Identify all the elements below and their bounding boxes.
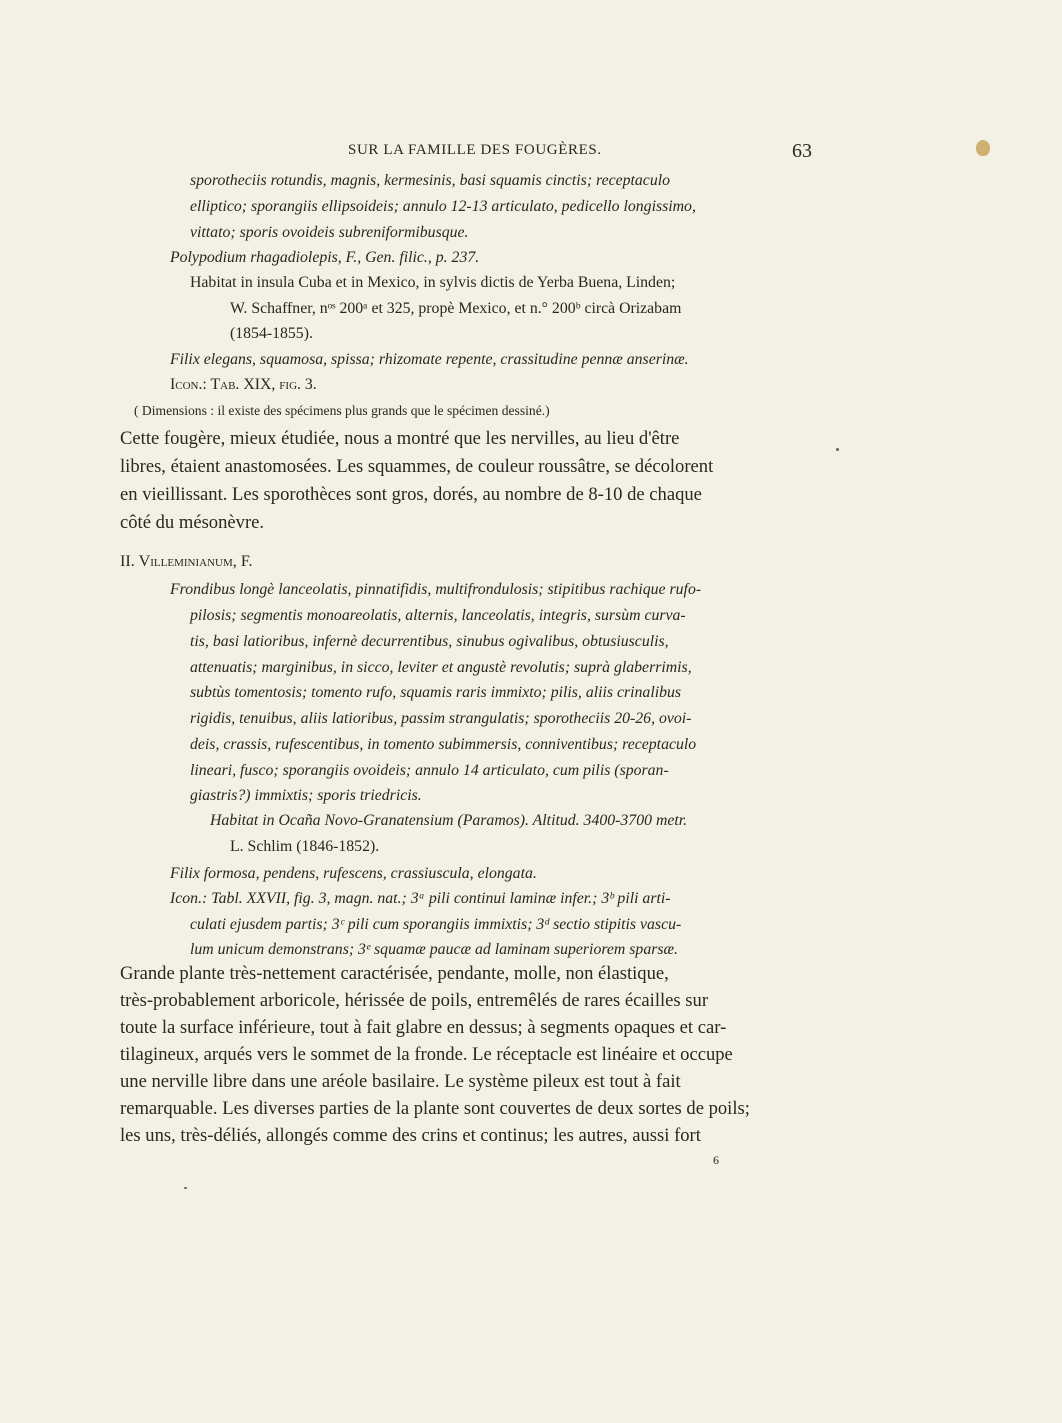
text-line: Icon.: Tab. XIX, fig. 3. <box>170 376 317 393</box>
text-line: rigidis, tenuibus, aliis latioribus, passim strangulatis; sporotheciis 20-26, ovoi- <box>190 710 692 727</box>
text-line: lum unicum demonstrans; 3ᵉ squamæ paucæ ad laminam superiorem sparsæ. <box>190 941 678 958</box>
text-line: Habitat in Ocaña Novo-Granatensium (Paramos). Altitud. 3400-3700 metr. <box>210 812 688 829</box>
text-line: une nerville libre dans une aréole basilaire. Le système pileux est tout à fait <box>120 1071 681 1092</box>
text-line: attenuatis; marginibus, in sicco, leviter et angustè revolutis; suprà glaberrimis, <box>190 659 692 676</box>
signature-mark: 6 <box>713 1153 719 1167</box>
text-line: en vieillissant. Les sporothèces sont gros, dorés, au nombre de 8-10 de chaque <box>120 484 702 505</box>
text-line: tilagineux, arqués vers le sommet de la fronde. Le réceptacle est linéaire et occupe <box>120 1044 733 1065</box>
text-line: L. Schlim (1846-1852). <box>230 838 380 855</box>
running-title: SUR LA FAMILLE DES FOUGÈRES. <box>348 142 602 158</box>
text-line: remarquable. Les diverses parties de la plante sont couvertes de deux sortes de poils; <box>120 1098 750 1119</box>
text-line: vittato; sporis ovoideis subreniformibusque. <box>190 224 469 241</box>
text-line: lineari, fusco; sporangiis ovoideis; annulo 14 articulato, cum pilis (sporan- <box>190 762 669 779</box>
text-line: Polypodium rhagadiolepis, F., Gen. filic., p. 237. <box>170 249 480 266</box>
text-line: subtùs tomentosis; tomento rufo, squamis raris immixto; pilis, aliis crinalibus <box>190 684 682 701</box>
text-line: ( Dimensions : il existe des spécimens plus grands que le spécimen dessiné.) <box>134 403 550 418</box>
text-line: Habitat in insula Cuba et in Mexico, in sylvis dictis de Yerba Buena, Linden; <box>190 274 676 291</box>
text-line: elliptico; sporangiis ellipsoideis; annulo 12-13 articulato, pedicello longissimo, <box>190 198 696 215</box>
section-heading: II. Villeminianum, F. <box>120 552 253 570</box>
page-number: 63 <box>792 140 812 162</box>
text-line: Grande plante très-nettement caractérisée, pendante, molle, non élastique, <box>120 963 669 984</box>
text-line: libres, étaient anastomosées. Les squammes, de couleur roussâtre, se décolorent <box>120 456 714 477</box>
text-line: les uns, très-déliés, allongés comme des crins et continus; les autres, aussi fort <box>120 1125 701 1146</box>
text-line: culati ejusdem partis; 3ᶜ pili cum sporangiis immixtis; 3ᵈ sectio stipitis vascu- <box>190 916 682 933</box>
page-header <box>120 142 812 166</box>
text-line: très-probablement arboricole, hérissée de poils, entremêlés de rares écailles sur <box>120 990 709 1011</box>
text-line: toute la surface inférieure, tout à fait glabre en dessus; à segments opaques et car- <box>120 1017 727 1038</box>
ink-spot <box>976 140 990 156</box>
text-line: Frondibus longè lanceolatis, pinnatifidis, multifrondulosis; stipitibus rachique rufo- <box>170 581 702 598</box>
text-line: giastris?) immixtis; sporis triedricis. <box>190 787 422 804</box>
text-line: pilosis; segmentis monoareolatis, alternis, lanceolatis, integris, sursùm curva- <box>190 607 686 624</box>
speck <box>184 1187 187 1189</box>
speck <box>836 448 839 451</box>
text-line: (1854-1855). <box>230 325 313 342</box>
text-line: Icon.: Tabl. XXVII, fig. 3, magn. nat.; 3ᵃ pili continui laminæ infer.; 3ᵇ pili arti- <box>170 890 671 907</box>
text-line: tis, basi latioribus, infernè decurrentibus, sinubus ogivalibus, obtusiusculis, <box>190 633 669 650</box>
text-line: Filix elegans, squamosa, spissa; rhizomate repente, crassitudine pennæ anserinæ. <box>170 351 689 368</box>
text-line: W. Schaffner, nᵒˢ 200ᵃ et 325, propè Mexico, et n.° 200ᵇ circà Orizabam <box>230 300 682 317</box>
text-line: deis, crassis, rufescentibus, in tomento subimmersis, conniventibus; receptaculo <box>190 736 697 753</box>
text-line: Cette fougère, mieux étudiée, nous a montré que les nervilles, au lieu d'être <box>120 428 680 449</box>
text-line: côté du mésonèvre. <box>120 512 265 533</box>
text-line: sporotheciis rotundis, magnis, kermesinis, basi squamis cinctis; receptaculo <box>190 172 671 189</box>
text-line: Filix formosa, pendens, rufescens, crassiuscula, elongata. <box>170 865 537 882</box>
